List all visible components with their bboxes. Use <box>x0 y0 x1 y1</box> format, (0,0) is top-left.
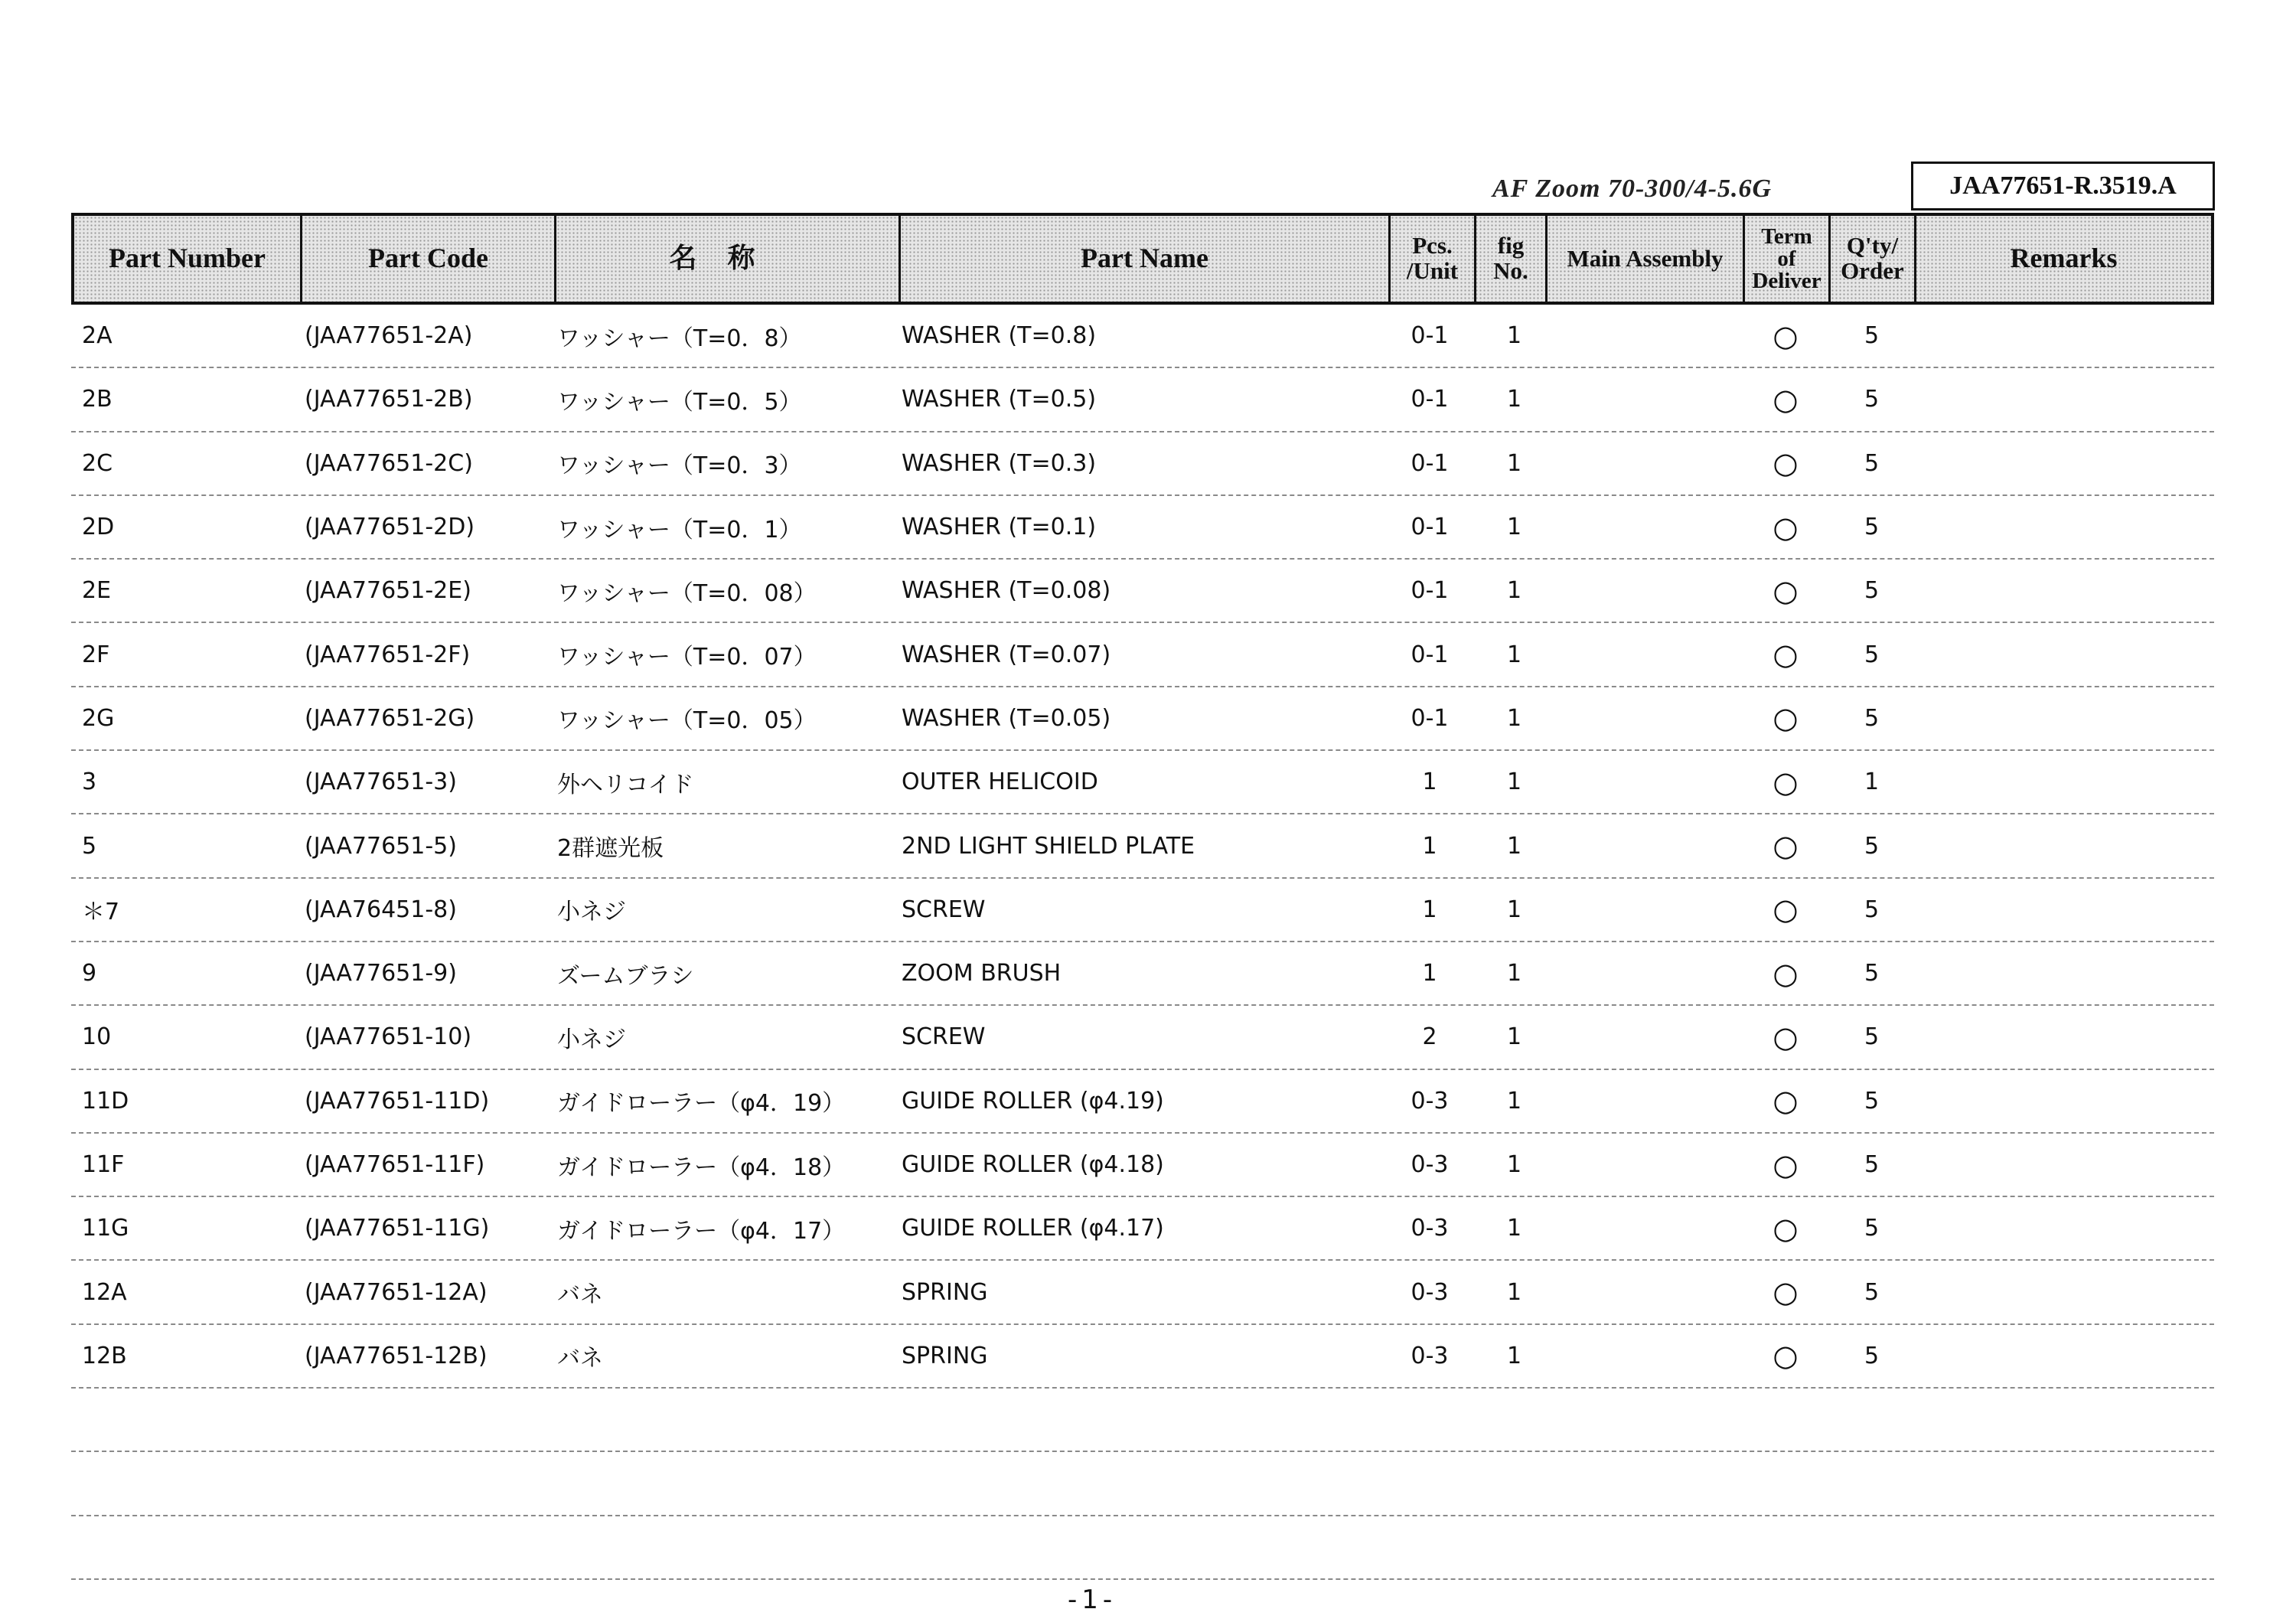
cell-part-name: WASHER (T=0.1) <box>902 514 1097 541</box>
table-row <box>71 1452 2214 1516</box>
table-row <box>71 1261 2214 1324</box>
cell-fig-no <box>1478 1516 1551 1578</box>
cell-part-name: WASHER (T=0.08) <box>902 577 1111 605</box>
table-row <box>71 1070 2214 1134</box>
cell-part-code: (JAA77651-10) <box>305 1023 472 1051</box>
cell-fig-no: 1 <box>1506 386 1522 413</box>
document-code: JAA77651-R.3519.A <box>1911 162 2215 211</box>
cell-part-number: 2F <box>82 641 110 668</box>
cell-pcs-unit <box>1388 1516 1472 1578</box>
header-jp-name: 名称 <box>556 216 901 302</box>
cell-pcs-unit: 0-3 <box>1411 1215 1449 1242</box>
cell-remarks <box>1916 1197 2206 1259</box>
header-pcs-unit: Pcs. /Unit <box>1391 216 1476 302</box>
cell-jp-name: ズームブラシ <box>557 962 694 990</box>
cell-fig-no: 1 <box>1506 769 1522 796</box>
cell-remarks <box>1916 814 2206 876</box>
cell-term-of-deliver: ○ <box>1773 1147 1799 1182</box>
cell-remarks <box>1916 1006 2206 1068</box>
table-row <box>71 1389 2214 1452</box>
cell-term-of-deliver: ○ <box>1773 765 1799 799</box>
cell-fig-no: 1 <box>1506 449 1522 477</box>
cell-part-name: WASHER (T=0.8) <box>902 322 1097 350</box>
cell-part-code: (JAA77651-11G) <box>305 1215 490 1242</box>
cell-part-name: SPRING <box>902 1342 988 1369</box>
cell-qty-order: 5 <box>1864 386 1880 413</box>
cell-jp-name: ワッシャー（T=0．5） <box>557 388 802 416</box>
cell-jp-name: ガイドローラー（φ4．19） <box>557 1090 846 1118</box>
cell-remarks <box>1916 879 2206 941</box>
cell-jp-name: ワッシャー（T=0．08） <box>557 579 817 607</box>
cell-qty-order: 1 <box>1864 769 1880 796</box>
cell-qty-order: 5 <box>1864 960 1880 987</box>
cell-part-number: 3 <box>82 769 97 796</box>
cell-part-code: (JAA77651-2C) <box>305 449 473 477</box>
cell-part-code: (JAA76451-8) <box>305 896 457 923</box>
cell-qty-order: 5 <box>1864 1342 1880 1369</box>
cell-term-of-deliver <box>1743 1389 1828 1451</box>
table-header <box>71 213 2214 305</box>
cell-pcs-unit: 0-1 <box>1411 386 1449 413</box>
cell-remarks <box>1916 1070 2206 1132</box>
cell-remarks <box>1916 1389 2206 1451</box>
cell-pcs-unit: 1 <box>1422 832 1437 860</box>
cell-fig-no <box>1478 1452 1551 1514</box>
cell-part-code: (JAA77651-2F) <box>305 641 471 668</box>
cell-jp-name: ガイドローラー（φ4．18） <box>557 1154 846 1181</box>
cell-pcs-unit: 0-1 <box>1411 577 1449 605</box>
table-row <box>71 751 2214 814</box>
cell-qty-order: 5 <box>1864 1087 1880 1115</box>
header-part-number: Part Number <box>74 216 302 302</box>
cell-pcs-unit: 1 <box>1422 769 1437 796</box>
cell-part-name: OUTER HELICOID <box>902 769 1098 796</box>
cell-fig-no: 1 <box>1506 322 1522 350</box>
cell-term-of-deliver: ○ <box>1773 1020 1799 1054</box>
cell-part-code: (JAA77651-12B) <box>305 1342 488 1369</box>
cell-fig-no: 1 <box>1506 896 1522 923</box>
cell-part-code: (JAA77651-9) <box>305 960 457 987</box>
cell-fig-no: 1 <box>1506 1278 1522 1306</box>
cell-qty-order: 5 <box>1864 896 1880 923</box>
cell-term-of-deliver: ○ <box>1773 1275 1799 1310</box>
table-row <box>71 1516 2214 1580</box>
cell-part-name: WASHER (T=0.07) <box>902 641 1111 668</box>
cell-pcs-unit: 1 <box>1422 960 1437 987</box>
table-row <box>71 623 2214 687</box>
cell-remarks <box>1916 1452 2206 1514</box>
table-row <box>71 560 2214 623</box>
cell-jp-name: ワッシャー（T=0．1） <box>557 516 802 543</box>
cell-jp-name: ワッシャー（T=0．07） <box>557 644 817 671</box>
cell-remarks <box>1916 623 2206 685</box>
cell-part-number: 2E <box>82 577 112 605</box>
cell-remarks <box>1916 1516 2206 1578</box>
cell-part-code: (JAA77651-2B) <box>305 386 473 413</box>
cell-term-of-deliver: ○ <box>1773 382 1799 416</box>
cell-fig-no: 1 <box>1506 1023 1522 1051</box>
cell-qty-order: 5 <box>1864 322 1880 350</box>
cell-fig-no: 1 <box>1506 1215 1522 1242</box>
cell-part-code: (JAA77651-2G) <box>305 704 475 732</box>
cell-fig-no: 1 <box>1506 1151 1522 1178</box>
cell-jp-name: ワッシャー（T=0．8） <box>557 325 802 352</box>
table-body <box>71 305 2214 1580</box>
cell-pcs-unit: 0-1 <box>1411 704 1449 732</box>
cell-jp-name: バネ <box>557 1345 603 1372</box>
cell-fig-no: 1 <box>1506 832 1522 860</box>
cell-pcs-unit: 0-3 <box>1411 1087 1449 1115</box>
cell-part-code: (JAA77651-2D) <box>305 514 475 541</box>
header-fig-no: fig No. <box>1476 216 1548 302</box>
cell-part-name: WASHER (T=0.5) <box>902 386 1097 413</box>
cell-jp-name: 小ネジ <box>557 1026 626 1053</box>
cell-jp-name: ワッシャー（T=0．05） <box>557 707 817 735</box>
table-row <box>71 687 2214 751</box>
cell-part-name: 2ND LIGHT SHIELD PLATE <box>902 832 1195 860</box>
cell-pcs-unit: 0-1 <box>1411 641 1449 668</box>
cell-part-code: (JAA77651-2A) <box>305 322 473 350</box>
cell-pcs-unit <box>1388 1452 1472 1514</box>
cell-part-code: (JAA77651-2E) <box>305 577 471 605</box>
cell-jp-name: 2群遮光板 <box>557 835 664 863</box>
cell-part-number: 12B <box>82 1342 127 1369</box>
cell-remarks <box>1916 1261 2206 1323</box>
cell-fig-no: 1 <box>1506 704 1522 732</box>
cell-part-code: (JAA77651-5) <box>305 832 457 860</box>
cell-remarks <box>1916 368 2206 430</box>
cell-part-number: 10 <box>82 1023 112 1051</box>
table-row <box>71 1197 2214 1261</box>
cell-part-name: SCREW <box>902 1023 986 1051</box>
cell-pcs-unit: 0-3 <box>1411 1342 1449 1369</box>
cell-term-of-deliver: ○ <box>1773 638 1799 672</box>
cell-part-code: (JAA77651-3) <box>305 769 457 796</box>
cell-pcs-unit: 0-1 <box>1411 514 1449 541</box>
cell-part-code: (JAA77651-11D) <box>305 1087 490 1115</box>
cell-jp-name: ガイドローラー（φ4．17） <box>557 1217 846 1245</box>
header-remarks: Remarks <box>2010 243 2118 274</box>
cell-qty-order: 5 <box>1864 449 1880 477</box>
header-part-code: Part Code <box>302 216 556 302</box>
cell-remarks <box>1916 1134 2206 1196</box>
cell-part-name: GUIDE ROLLER (φ4.17) <box>902 1215 1164 1242</box>
cell-remarks <box>1916 560 2206 622</box>
cell-term-of-deliver <box>1743 1516 1828 1578</box>
table-row <box>71 1006 2214 1069</box>
cell-term-of-deliver: ○ <box>1773 573 1799 608</box>
cell-remarks <box>1916 687 2206 749</box>
table-row <box>71 432 2214 496</box>
cell-pcs-unit: 0-1 <box>1411 322 1449 350</box>
header-part-name: Part Name <box>901 216 1391 302</box>
cell-part-number: 9 <box>82 960 97 987</box>
header-main-assembly: Main Assembly <box>1548 216 1745 302</box>
cell-term-of-deliver: ○ <box>1773 829 1799 863</box>
cell-part-number: 12A <box>82 1278 127 1306</box>
cell-part-name: ZOOM BRUSH <box>902 960 1062 987</box>
cell-remarks <box>1916 432 2206 494</box>
cell-part-code: (JAA77651-11F) <box>305 1151 485 1178</box>
cell-part-number: 2A <box>82 322 113 350</box>
table-row <box>71 1325 2214 1389</box>
model-title: AF Zoom 70-300/4-5.6G <box>1492 175 1773 203</box>
cell-fig-no: 1 <box>1506 641 1522 668</box>
header-term-of-deliver: Term of Deliver <box>1745 216 1831 302</box>
cell-jp-name: ワッシャー（T=0．3） <box>557 452 802 480</box>
cell-qty-order: 5 <box>1864 1278 1880 1306</box>
cell-pcs-unit: 0-3 <box>1411 1278 1449 1306</box>
cell-qty-order: 5 <box>1864 1215 1880 1242</box>
cell-qty-order: 5 <box>1864 832 1880 860</box>
cell-part-name: SCREW <box>902 896 986 923</box>
cell-term-of-deliver: ○ <box>1773 1084 1799 1118</box>
cell-fig-no: 1 <box>1506 1342 1522 1369</box>
cell-remarks <box>1916 942 2206 1004</box>
table-row <box>71 368 2214 432</box>
table-row <box>71 942 2214 1006</box>
cell-part-number: ＊7 <box>82 899 120 926</box>
cell-pcs-unit: 0-1 <box>1411 449 1449 477</box>
cell-qty-order: 5 <box>1864 577 1880 605</box>
cell-jp-name: 小ネジ <box>557 899 626 926</box>
cell-qty-order <box>1831 1452 1912 1514</box>
cell-part-name: GUIDE ROLLER (φ4.19) <box>902 1087 1164 1115</box>
cell-term-of-deliver: ○ <box>1773 893 1799 927</box>
cell-part-code: (JAA77651-12A) <box>305 1278 488 1306</box>
cell-part-number: 2D <box>82 514 115 541</box>
cell-part-number: 11F <box>82 1151 125 1178</box>
cell-part-name: WASHER (T=0.3) <box>902 449 1097 477</box>
cell-part-number: 2C <box>82 449 113 477</box>
cell-part-number: 2B <box>82 386 113 413</box>
parts-table <box>71 213 2214 1580</box>
cell-term-of-deliver: ○ <box>1773 956 1799 990</box>
cell-part-number: 11G <box>82 1215 129 1242</box>
page-number: -1- <box>1068 1584 1117 1615</box>
cell-part-number: 5 <box>82 832 97 860</box>
cell-term-of-deliver <box>1743 1452 1828 1514</box>
cell-pcs-unit: 0-3 <box>1411 1151 1449 1178</box>
cell-remarks <box>1916 751 2206 813</box>
cell-term-of-deliver: ○ <box>1773 318 1799 353</box>
cell-qty-order: 5 <box>1864 641 1880 668</box>
cell-remarks <box>1916 496 2206 558</box>
cell-qty-order: 5 <box>1864 704 1880 732</box>
cell-pcs-unit: 1 <box>1422 896 1437 923</box>
table-row <box>71 496 2214 560</box>
cell-fig-no: 1 <box>1506 577 1522 605</box>
cell-fig-no: 1 <box>1506 514 1522 541</box>
table-row <box>71 814 2214 878</box>
cell-pcs-unit <box>1388 1389 1472 1451</box>
cell-qty-order <box>1831 1516 1912 1578</box>
cell-part-number: 11D <box>82 1087 129 1115</box>
cell-remarks <box>1916 1325 2206 1387</box>
table-row <box>71 1134 2214 1197</box>
table-row <box>71 879 2214 942</box>
cell-pcs-unit: 2 <box>1422 1023 1437 1051</box>
cell-part-name: GUIDE ROLLER (φ4.18) <box>902 1151 1164 1178</box>
cell-term-of-deliver: ○ <box>1773 1339 1799 1373</box>
cell-jp-name: バネ <box>557 1281 603 1309</box>
cell-part-name: WASHER (T=0.05) <box>902 704 1111 732</box>
cell-term-of-deliver: ○ <box>1773 446 1799 481</box>
cell-qty-order: 5 <box>1864 514 1880 541</box>
cell-fig-no: 1 <box>1506 1087 1522 1115</box>
cell-qty-order <box>1831 1389 1912 1451</box>
cell-fig-no: 1 <box>1506 960 1522 987</box>
cell-part-number: 2G <box>82 704 115 732</box>
cell-part-name: SPRING <box>902 1278 988 1306</box>
table-row <box>71 305 2214 368</box>
cell-term-of-deliver: ○ <box>1773 1211 1799 1245</box>
cell-qty-order: 5 <box>1864 1023 1880 1051</box>
cell-fig-no <box>1478 1389 1551 1451</box>
cell-jp-name: 外ヘリコイド <box>557 771 694 798</box>
cell-remarks <box>1916 305 2206 367</box>
cell-qty-order: 5 <box>1864 1151 1880 1178</box>
cell-term-of-deliver: ○ <box>1773 510 1799 544</box>
header-qty-order: Q'ty/ Order <box>1831 216 1916 302</box>
cell-term-of-deliver: ○ <box>1773 701 1799 736</box>
